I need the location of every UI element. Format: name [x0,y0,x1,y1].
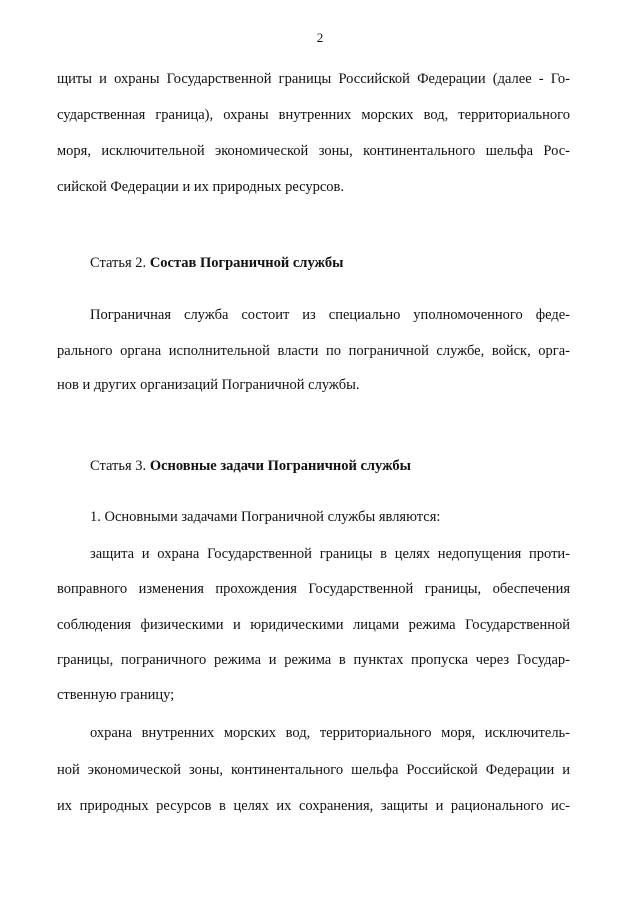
page-number: 2 [316,30,324,45]
intro-line: сийской Федерации и их природных ресурсов. [57,179,345,195]
paragraph-line: воправного изменения прохождения Государственной границы, обеспечения [57,581,570,597]
intro-line: моря, исключительной экономической зоны, континентального шельфа Рос- [57,143,570,159]
article-heading [90,254,343,272]
paragraph-line: ственную границу; [57,687,175,703]
paragraph-line: нов и других организаций Пограничной службы. [57,377,360,393]
intro-line: щиты и охраны Государственной границы Российской Федерации (далее - Го- [57,71,570,87]
article-title: Основные задачи Пограничной службы [149,458,411,474]
paragraph-line: границы, пограничного режима и режима в пунктах пропуска через Государ- [57,652,570,668]
paragraph-line: соблюдения физическими и юридическими лицами режима Государственной [57,617,570,633]
article-title: Состав Пограничной службы [149,255,344,271]
paragraph-line: охрана внутренних морских вод, территориального моря, исключитель- [90,725,570,741]
list-item: 1. Основными задачами Пограничной службы являются: [90,509,441,525]
article-label: Статья 2. [90,255,147,271]
paragraph-line: Пограничная служба состоит из специально уполномоченного феде- [90,307,570,323]
article-heading [90,457,411,475]
article-label: Статья 3. [90,458,147,474]
paragraph-line: ной экономической зоны, континентального шельфа Российской Федерации и [57,762,570,778]
intro-line: сударственная граница), охраны внутренних морских вод, территориального [57,107,570,123]
paragraph-line: защита и охрана Государственной границы в целях недопущения проти- [90,546,570,562]
paragraph-line: их природных ресурсов в целях их сохранения, защиты и рационального ис- [57,798,570,814]
paragraph-line: рального органа исполнительной власти по пограничной службе, войск, орга- [57,343,570,359]
